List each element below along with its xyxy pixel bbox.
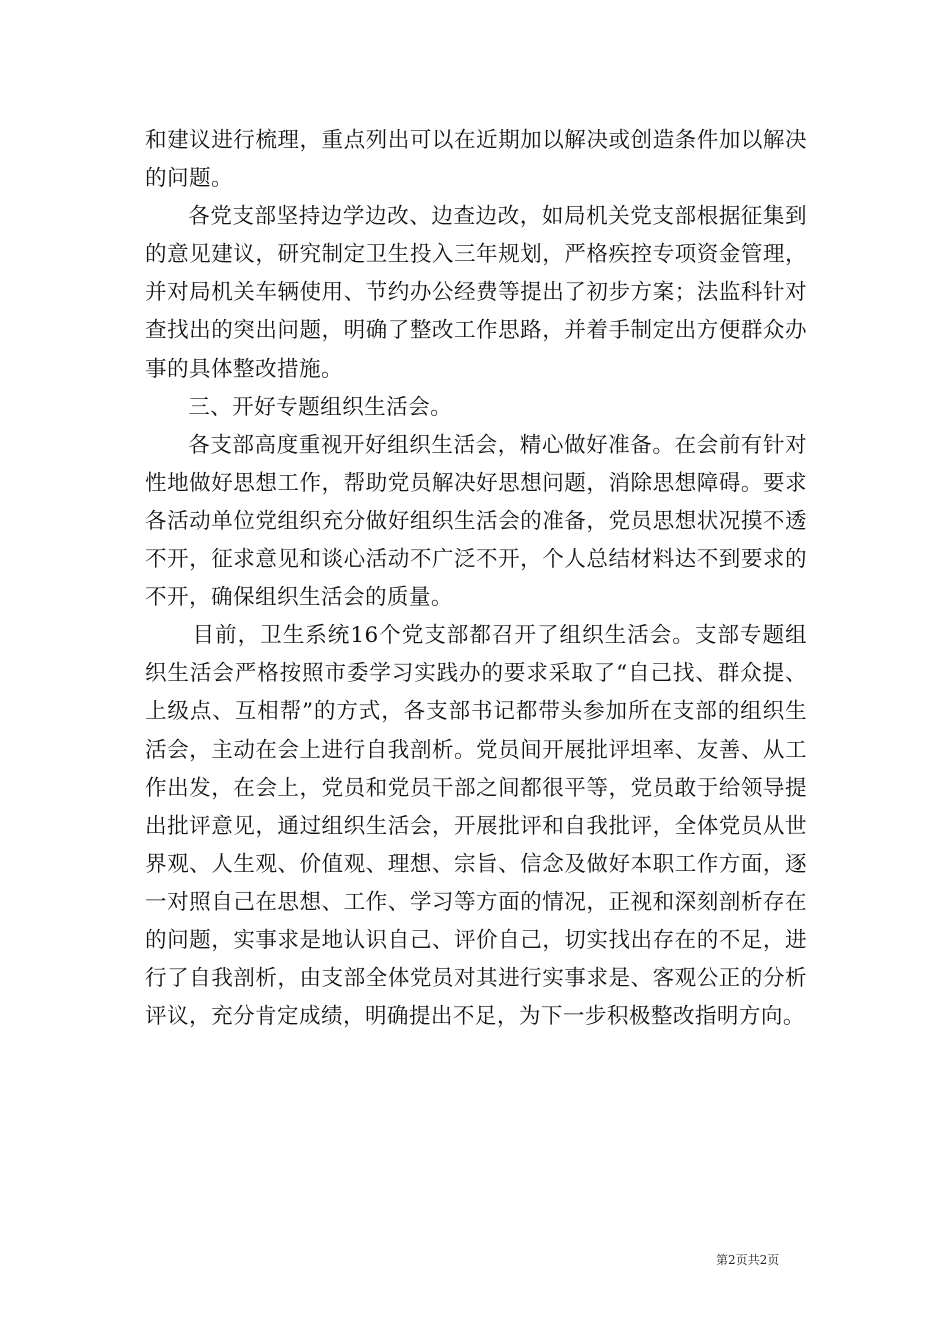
paragraph-continuation: 和建议进行梳理，重点列出可以在近期加以解决或创造条件加以解决的问题。 [145, 128, 807, 192]
page-number: 第2页共2页 [716, 1253, 780, 1267]
document-body [145, 122, 807, 1036]
paragraph-meetings: 目前，卫生系统16个党支部都召开了组织生活会。支部专题组织生活会严格按照市委学习实践办的要求采取了“自己找、群众提、上级点、互相帮”的方式，各支部书记都带头参加所在支部的组织生活会，主动在会上进行自我剖析。党员间开展批评坦率、友善、从工作出发，在会上，党员和党员干部之间都很平等，党员敢于给领导提出批评意见，通过组织生活会，开展批评和自我批评，全体党员从世界观、人生观、价值观、理想、宗旨、信念及做好本职工作方面，逐一对照自己在思想、工作、学习等方面的情况，正视和深刻剖析存在的问题，实事求是地认识自己、评价自己，切实找出存在的不足，进行了自我剖析，由支部全体党员对其进行实事求是、客观公正的分析评议，充分肯定成绩，明确提出不足，为下一步积极整改指明方向。 [145, 623, 807, 1030]
section-heading: 三、开好专题组织生活会。 [188, 394, 453, 420]
paragraph-rectification: 各党支部坚持边学边改、边查边改，如局机关党支部根据征集到的意见建议，研究制定卫生投入三年规划，严格疾控专项资金管理，并对局机关车辆使用、节约办公经费等提出了初步方案；法监科针对查找出的突出问题，明确了整改工作思路，并着手制定出方便群众办事的具体整改措施。 [145, 204, 807, 382]
paragraph-preparation: 各支部高度重视开好组织生活会，精心做好准备。在会前有针对性地做好思想工作，帮助党员解决好思想问题，消除思想障碍。要求各活动单位党组织充分做好组织生活会的准备，党员思想状况摸不透不开，征求意见和谈心活动不广泛不开，个人总结材料达不到要求的不开，确保组织生活会的质量。 [145, 432, 807, 611]
